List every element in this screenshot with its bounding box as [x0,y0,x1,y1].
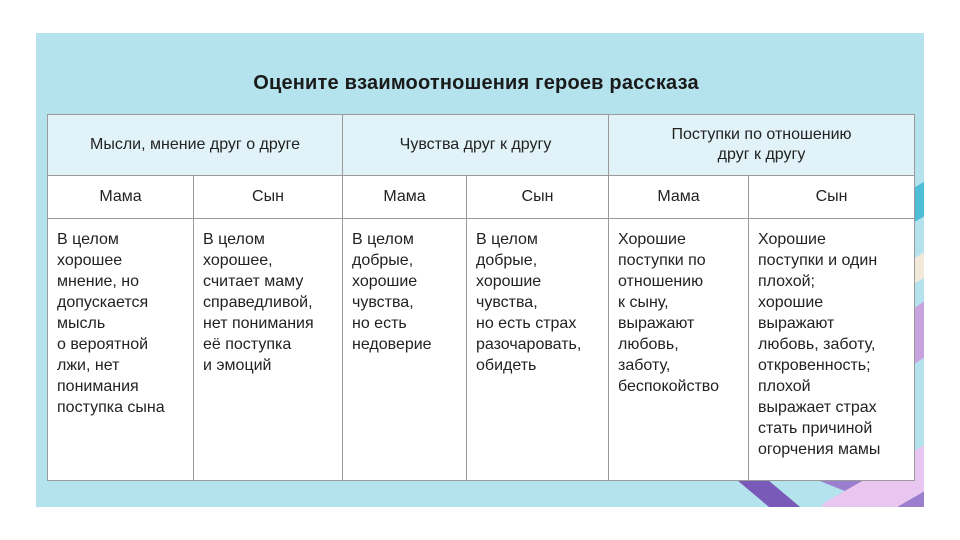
cell-line: добрые, [476,252,538,269]
cell-line: любовь, [618,336,679,353]
cell-line: выражают [758,315,835,332]
cell-line: считает маму [203,273,304,290]
table-row [48,219,915,481]
cell-line: чувства, [476,294,538,311]
relations-table [47,114,915,481]
group-header-row [48,115,915,176]
role-header-mother: Мама [343,176,467,219]
cell-line: В целом [203,231,265,248]
cell-line: недоверие [352,336,432,353]
cell-line: но есть [352,315,407,332]
role-header-son: Сын [749,176,915,219]
group-header-actions [609,115,915,176]
cell-line: обидеть [476,357,537,374]
cell-line: допускается [57,294,149,311]
cell-line: поступки по [618,252,706,269]
cell-line: В целом [352,231,414,248]
cell-line: добрые, [352,252,414,269]
cell-line: чувства, [352,294,414,311]
role-header-mother: Мама [609,176,749,219]
cell-line: плохой [758,378,811,395]
group-header-feelings [343,115,609,176]
role-header-row [48,176,915,219]
cell-line: лжи, нет [57,357,120,374]
cell-line: Хорошие [758,231,826,248]
cell-actions-son [749,219,915,481]
cell-line: разочаровать, [476,336,582,353]
cell-line: хорошие [758,294,824,311]
cell-line: хорошие [352,273,418,290]
header-line: Чувства друг к другу [399,136,552,153]
cell-line: но есть страх [476,315,577,332]
cell-line: плохой; [758,273,815,290]
cell-line: беспокойство [618,378,720,395]
cell-feelings-son [467,219,609,481]
cell-line: мысль [57,315,106,332]
cell-line: заботу, [618,357,671,374]
cell-actions-mother [609,219,749,481]
cell-line: мнение, но [57,273,140,290]
header-line: Мысли, мнение друг о друге [90,136,300,153]
cell-line: хорошее [57,252,123,269]
role-header-son: Сын [467,176,609,219]
cell-line: поступка сына [57,399,165,416]
cell-line: и эмоций [203,357,272,374]
cell-line: хорошее, [203,252,273,269]
cell-line: выражает страх [758,399,877,416]
header-line: Поступки по отношению [671,126,852,143]
cell-line: нет понимания [203,315,314,332]
cell-line: о вероятной [57,336,149,353]
cell-line: к сыну, [618,294,669,311]
cell-thoughts-son [194,219,343,481]
slide-title: Оцените взаимоотношения героев рассказа [253,72,699,94]
cell-line: В целом [476,231,538,248]
cell-line: выражают [618,315,695,332]
header-line: друг к другу [717,146,806,163]
cell-line: Хорошие [618,231,686,248]
group-header-thoughts [48,115,343,176]
cell-line: стать причиной [758,420,873,437]
cell-line: любовь, заботу, [758,336,876,353]
role-header-mother: Мама [48,176,194,219]
cell-line: огорчения мамы [758,441,881,458]
cell-line: откровенность; [758,357,871,374]
cell-line: отношению [618,273,704,290]
cell-thoughts-mother [48,219,194,481]
cell-feelings-mother [343,219,467,481]
cell-line: понимания [57,378,139,395]
cell-line: хорошие [476,273,542,290]
cell-line: её поступка [203,336,292,353]
cell-line: справедливой, [203,294,313,311]
cell-line: В целом [57,231,119,248]
role-header-son: Сын [194,176,343,219]
cell-line: поступки и один [758,252,878,269]
